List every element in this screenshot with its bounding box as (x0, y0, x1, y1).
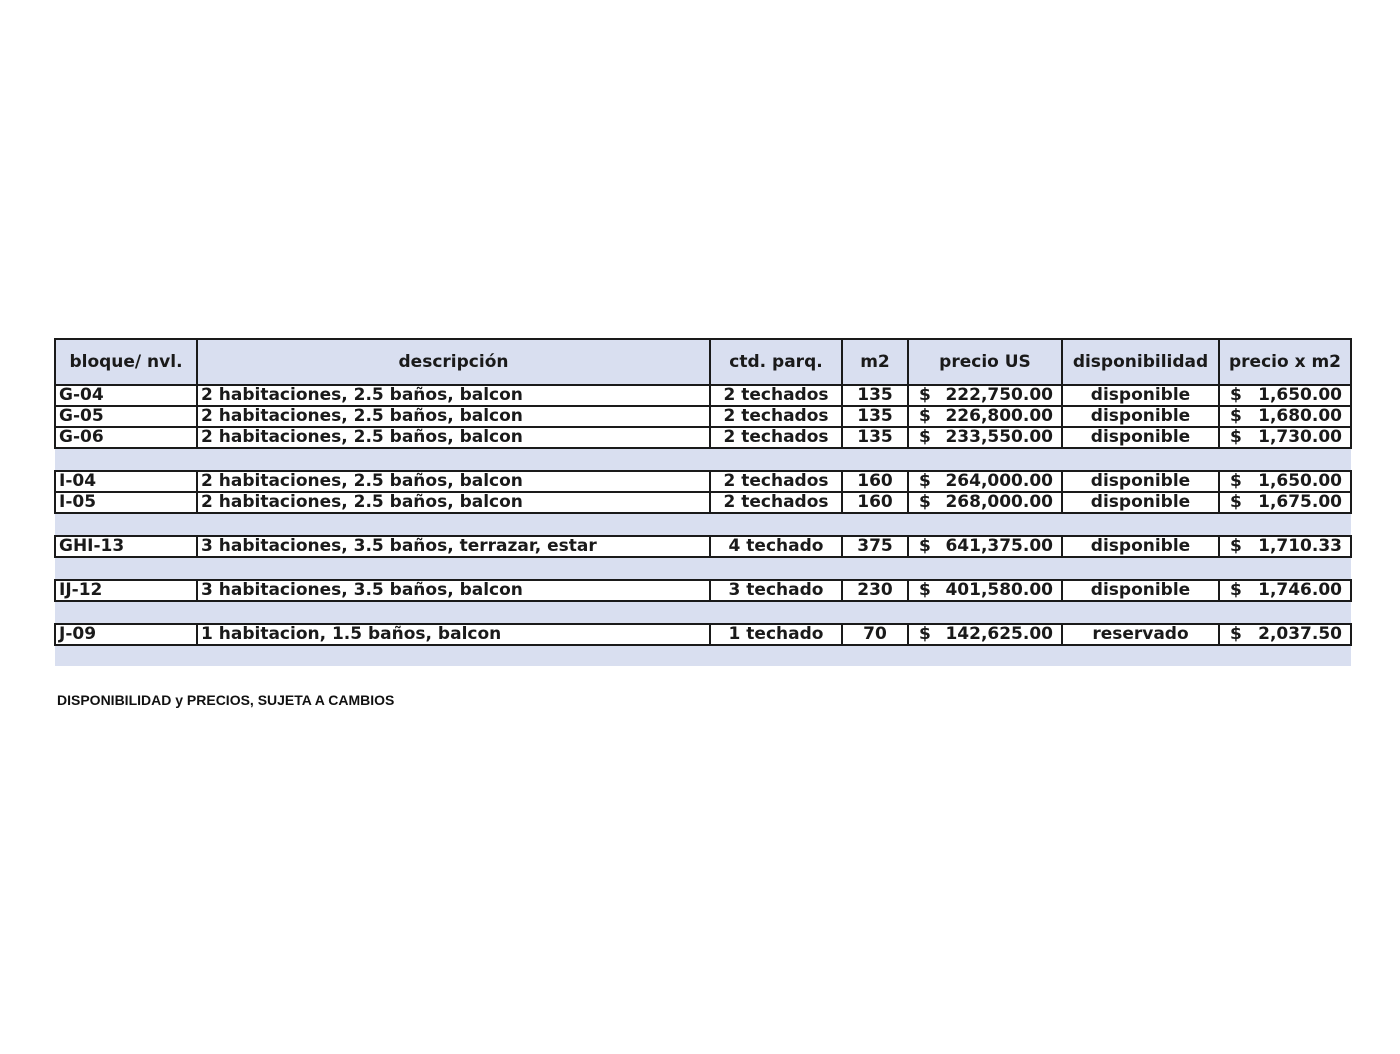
cell-m2: 375 (842, 536, 908, 557)
table-row (55, 471, 1351, 492)
cell-unit: J-09 (55, 624, 197, 645)
currency-symbol: $ (919, 580, 931, 600)
amount: 1,650.00 (1258, 471, 1342, 491)
currency-symbol: $ (919, 536, 931, 556)
amount: 641,375.00 (945, 536, 1053, 556)
cell-m2: 70 (842, 624, 908, 645)
separator-band (55, 448, 1351, 471)
cell-price (908, 580, 1062, 601)
currency-symbol: $ (919, 624, 931, 644)
amount: 1,680.00 (1258, 406, 1342, 426)
cell-availability: disponible (1062, 580, 1219, 601)
amount: 264,000.00 (945, 471, 1053, 491)
cell-price (908, 624, 1062, 645)
header-m2: m2 (842, 339, 908, 385)
cell-price (908, 536, 1062, 557)
group-separator (55, 601, 1351, 624)
group-separator (55, 513, 1351, 536)
header-unit: bloque/ nvl. (55, 339, 197, 385)
cell-price-per-m2 (1219, 492, 1351, 513)
table-row (55, 427, 1351, 448)
price-list-table (54, 338, 1352, 666)
cell-m2: 135 (842, 406, 908, 427)
cell-description: 2 habitaciones, 2.5 baños, balcon (197, 492, 710, 513)
currency-symbol: $ (1230, 385, 1242, 405)
cell-price (908, 385, 1062, 406)
table-row (55, 406, 1351, 427)
table-row (55, 385, 1351, 406)
cell-parking: 3 techado (710, 580, 842, 601)
cell-availability: disponible (1062, 385, 1219, 406)
cell-price-per-m2 (1219, 536, 1351, 557)
header-price-per-m2: precio x m2 (1219, 339, 1351, 385)
cell-description: 1 habitacion, 1.5 baños, balcon (197, 624, 710, 645)
cell-price-per-m2 (1219, 427, 1351, 448)
cell-parking: 2 techados (710, 492, 842, 513)
group-separator (55, 645, 1351, 666)
cell-description: 3 habitaciones, 3.5 baños, balcon (197, 580, 710, 601)
cell-m2: 135 (842, 385, 908, 406)
group-separator (55, 448, 1351, 471)
amount: 233,550.00 (945, 427, 1053, 447)
separator-band (55, 645, 1351, 666)
separator-band (55, 601, 1351, 624)
separator-band (55, 513, 1351, 536)
cell-description: 3 habitaciones, 3.5 baños, terrazar, estar (197, 536, 710, 557)
currency-symbol: $ (919, 492, 931, 512)
cell-parking: 2 techados (710, 471, 842, 492)
cell-price-per-m2 (1219, 580, 1351, 601)
cell-price-per-m2 (1219, 471, 1351, 492)
amount: 268,000.00 (945, 492, 1053, 512)
cell-parking: 2 techados (710, 406, 842, 427)
table-body (55, 385, 1351, 666)
table-row (55, 580, 1351, 601)
cell-availability: disponible (1062, 406, 1219, 427)
cell-availability: disponible (1062, 536, 1219, 557)
cell-description: 2 habitaciones, 2.5 baños, balcon (197, 385, 710, 406)
cell-unit: G-04 (55, 385, 197, 406)
header-description: descripción (197, 339, 710, 385)
currency-symbol: $ (1230, 427, 1242, 447)
cell-m2: 160 (842, 471, 908, 492)
cell-price (908, 406, 1062, 427)
amount: 226,800.00 (945, 406, 1053, 426)
currency-symbol: $ (919, 471, 931, 491)
cell-m2: 160 (842, 492, 908, 513)
currency-symbol: $ (919, 427, 931, 447)
header-row (55, 339, 1351, 385)
cell-description: 2 habitaciones, 2.5 baños, balcon (197, 427, 710, 448)
cell-availability: disponible (1062, 492, 1219, 513)
amount: 1,650.00 (1258, 385, 1342, 405)
amount: 1,675.00 (1258, 492, 1342, 512)
table-row (55, 536, 1351, 557)
cell-parking: 1 techado (710, 624, 842, 645)
currency-symbol: $ (919, 385, 931, 405)
amount: 2,037.50 (1258, 624, 1342, 644)
group-separator (55, 557, 1351, 580)
currency-symbol: $ (1230, 580, 1242, 600)
currency-symbol: $ (1230, 471, 1242, 491)
separator-band (55, 557, 1351, 580)
amount: 1,710.33 (1258, 536, 1342, 556)
cell-parking: 4 techado (710, 536, 842, 557)
cell-unit: IJ-12 (55, 580, 197, 601)
amount: 401,580.00 (945, 580, 1053, 600)
cell-availability: disponible (1062, 471, 1219, 492)
currency-symbol: $ (919, 406, 931, 426)
cell-price (908, 471, 1062, 492)
cell-description: 2 habitaciones, 2.5 baños, balcon (197, 471, 710, 492)
table-row (55, 492, 1351, 513)
table-row (55, 624, 1351, 645)
cell-availability: disponible (1062, 427, 1219, 448)
cell-unit: GHI-13 (55, 536, 197, 557)
cell-unit: I-04 (55, 471, 197, 492)
cell-price (908, 427, 1062, 448)
amount: 222,750.00 (945, 385, 1053, 405)
cell-price-per-m2 (1219, 624, 1351, 645)
cell-price-per-m2 (1219, 406, 1351, 427)
cell-price-per-m2 (1219, 385, 1351, 406)
cell-description: 2 habitaciones, 2.5 baños, balcon (197, 406, 710, 427)
cell-unit: G-06 (55, 427, 197, 448)
header-parking: ctd. parq. (710, 339, 842, 385)
cell-unit: I-05 (55, 492, 197, 513)
cell-price (908, 492, 1062, 513)
amount: 1,746.00 (1258, 580, 1342, 600)
cell-parking: 2 techados (710, 385, 842, 406)
cell-parking: 2 techados (710, 427, 842, 448)
currency-symbol: $ (1230, 624, 1242, 644)
amount: 142,625.00 (945, 624, 1053, 644)
currency-symbol: $ (1230, 492, 1242, 512)
cell-availability: reservado (1062, 624, 1219, 645)
amount: 1,730.00 (1258, 427, 1342, 447)
cell-m2: 230 (842, 580, 908, 601)
currency-symbol: $ (1230, 536, 1242, 556)
currency-symbol: $ (1230, 406, 1242, 426)
header-price: precio US (908, 339, 1062, 385)
header-availability: disponibilidad (1062, 339, 1219, 385)
disclaimer-note: DISPONIBILIDAD y PRECIOS, SUJETA A CAMBIOS (57, 692, 395, 708)
cell-unit: G-05 (55, 406, 197, 427)
cell-m2: 135 (842, 427, 908, 448)
